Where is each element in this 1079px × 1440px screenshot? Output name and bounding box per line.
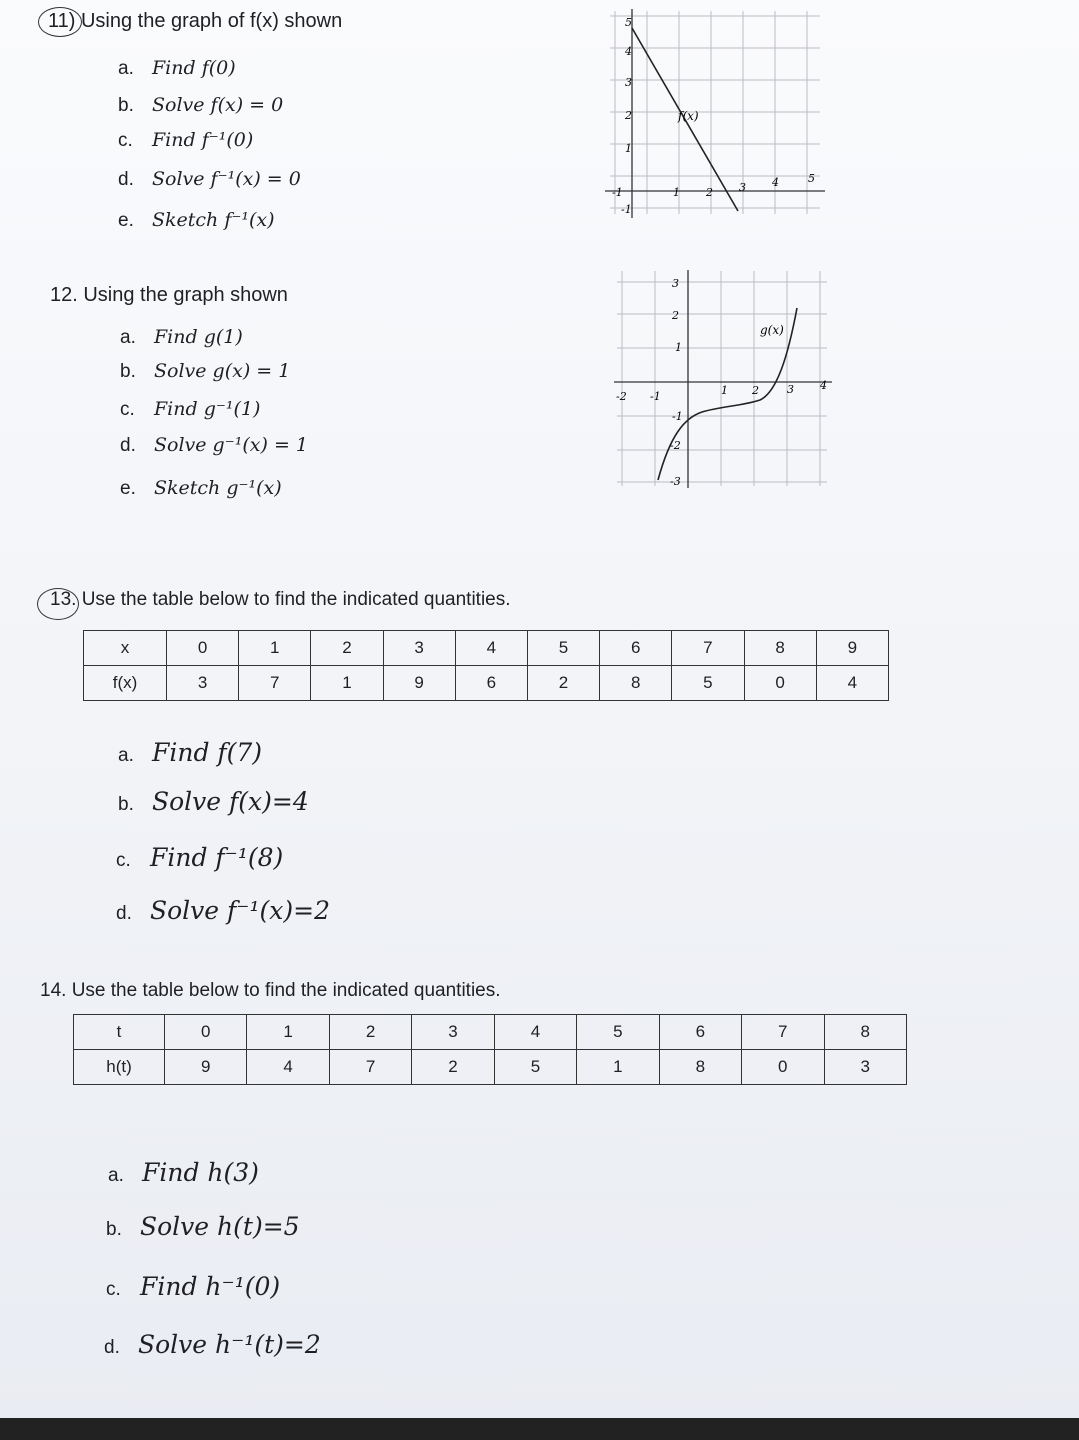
f-y-tick-3: 3 — [625, 76, 632, 89]
item-letter: c. — [118, 130, 133, 151]
q11-item-d — [118, 168, 301, 191]
table-cell: 8 — [659, 1050, 741, 1085]
item-text: Solve f⁻¹(x)=2 — [150, 896, 330, 925]
table-cell: 9 — [816, 631, 888, 666]
table-row — [84, 631, 889, 666]
table-cell: 8 — [824, 1015, 907, 1050]
g-y-tick-2: 2 — [672, 309, 679, 322]
item-text: Sketch f⁻¹(x) — [152, 209, 275, 231]
item-letter: d. — [120, 435, 136, 456]
item-text: Solve g(x) = 1 — [154, 360, 291, 382]
table-cell: 5 — [527, 631, 599, 666]
table-row — [84, 666, 889, 701]
item-letter: e. — [118, 210, 134, 231]
table-cell: 4 — [455, 631, 527, 666]
q12-item-b — [120, 360, 290, 383]
table-cell: 6 — [659, 1015, 741, 1050]
f-y-tick-5: 5 — [625, 16, 632, 29]
table-cell: 6 — [455, 666, 527, 701]
q11-item-e — [118, 209, 275, 232]
q11-title: 11) Using the graph of f(x) shown — [48, 10, 343, 32]
table-cell: 6 — [600, 631, 672, 666]
photo-bottom-shadow — [0, 1418, 1079, 1440]
q11-item-b — [118, 94, 283, 117]
f-x-tick-2: 2 — [706, 186, 713, 199]
item-letter: b. — [120, 361, 136, 382]
q12-item-d — [120, 434, 308, 457]
table-cell: 0 — [167, 631, 239, 666]
g-x-tick-neg2: -2 — [616, 390, 627, 403]
g-y-tick-neg3: -3 — [670, 475, 681, 488]
table-cell: 2 — [412, 1050, 494, 1085]
table-cell: 9 — [165, 1050, 247, 1085]
item-text: Solve f⁻¹(x) = 0 — [152, 168, 301, 190]
item-text: Find h(3) — [142, 1158, 259, 1187]
g-y-tick-3: 3 — [672, 277, 679, 290]
table-cell: 4 — [247, 1050, 329, 1085]
f-y-tick-2: 2 — [625, 109, 632, 122]
item-text: Find g⁻¹(1) — [154, 398, 261, 420]
g-graph — [612, 266, 834, 492]
table-cell: 9 — [383, 666, 455, 701]
item-text: Solve h(t)=5 — [140, 1212, 300, 1241]
f-x-tick-1: 1 — [673, 186, 680, 199]
q13-title: 13. Use the table below to find the indicated quantities. — [50, 589, 511, 610]
q13-item-c — [116, 843, 283, 872]
f-graph-grid — [610, 11, 820, 214]
g-x-tick-4: 4 — [820, 379, 827, 392]
table-row — [74, 1050, 907, 1085]
item-letter: a. — [118, 58, 134, 79]
g-x-tick-neg1: -1 — [650, 390, 661, 403]
q14-table — [73, 1014, 907, 1085]
q12-item-c — [120, 398, 260, 421]
item-text: Solve g⁻¹(x) = 1 — [154, 434, 308, 456]
g-graph-grid — [617, 271, 827, 486]
f-x-tick-5: 5 — [808, 172, 815, 185]
table-cell: 0 — [165, 1015, 247, 1050]
item-letter: d. — [104, 1337, 120, 1358]
table-header-cell: x — [84, 631, 167, 666]
item-text: Solve f(x)=4 — [152, 787, 309, 816]
table-cell: 8 — [600, 666, 672, 701]
table-header-cell: t — [74, 1015, 165, 1050]
item-letter: b. — [118, 95, 134, 116]
table-cell: 5 — [672, 666, 744, 701]
q12-item-e — [120, 477, 282, 500]
table-cell: 5 — [577, 1015, 659, 1050]
q14-item-a — [108, 1158, 259, 1187]
f-graph — [600, 6, 830, 221]
table-cell: 4 — [494, 1015, 576, 1050]
g-x-tick-1: 1 — [721, 384, 728, 397]
g-curve-label: g(x) — [760, 323, 784, 337]
table-cell: 3 — [412, 1015, 494, 1050]
q11-item-c — [118, 129, 253, 152]
table-cell: 7 — [329, 1050, 411, 1085]
item-letter: e. — [120, 478, 136, 499]
g-y-tick-neg2: -2 — [670, 439, 681, 452]
item-letter: a. — [120, 327, 136, 348]
table-cell: 2 — [329, 1015, 411, 1050]
table-row — [74, 1015, 907, 1050]
f-y-tick-neg1: -1 — [621, 203, 632, 216]
table-header-cell: f(x) — [84, 666, 167, 701]
q14-item-b — [106, 1212, 300, 1241]
table-cell: 0 — [744, 666, 816, 701]
table-header-cell: h(t) — [74, 1050, 165, 1085]
q12-title: 12. Using the graph shown — [50, 284, 288, 306]
table-cell: 1 — [239, 631, 311, 666]
q14-item-c — [106, 1272, 280, 1301]
item-text: Solve f(x) = 0 — [152, 94, 284, 116]
item-text: Find g(1) — [154, 326, 243, 348]
item-letter: c. — [106, 1279, 121, 1300]
table-cell: 8 — [744, 631, 816, 666]
f-y-tick-1: 1 — [625, 142, 632, 155]
table-cell: 3 — [167, 666, 239, 701]
item-letter: a. — [118, 745, 134, 766]
item-letter: d. — [116, 903, 132, 924]
table-cell: 3 — [383, 631, 455, 666]
item-letter: c. — [120, 399, 135, 420]
f-curve-label: f(x) — [678, 109, 699, 123]
table-cell: 7 — [742, 1015, 824, 1050]
item-text: Find f⁻¹(0) — [152, 129, 254, 151]
table-cell: 7 — [239, 666, 311, 701]
item-text: Find f(7) — [152, 738, 263, 767]
q14-item-d — [104, 1330, 321, 1359]
q13-item-d — [116, 896, 330, 925]
table-cell: 1 — [311, 666, 383, 701]
f-x-tick-4: 4 — [772, 176, 779, 189]
table-cell: 5 — [494, 1050, 576, 1085]
table-cell: 0 — [742, 1050, 824, 1085]
item-letter: b. — [106, 1219, 122, 1240]
table-cell: 1 — [577, 1050, 659, 1085]
g-x-tick-2: 2 — [752, 384, 759, 397]
item-letter: b. — [118, 794, 134, 815]
table-cell: 1 — [247, 1015, 329, 1050]
table-cell: 2 — [527, 666, 599, 701]
item-letter: c. — [116, 850, 131, 871]
table-cell: 2 — [311, 631, 383, 666]
item-letter: d. — [118, 169, 134, 190]
g-y-tick-neg1: -1 — [672, 410, 683, 423]
table-cell: 3 — [824, 1050, 907, 1085]
q11-item-a — [118, 57, 236, 80]
f-x-tick-3: 3 — [739, 181, 746, 194]
g-x-tick-3: 3 — [787, 383, 794, 396]
table-cell: 7 — [672, 631, 744, 666]
q12-item-a — [120, 326, 243, 349]
q13-item-a — [118, 738, 262, 767]
g-y-tick-1: 1 — [675, 341, 682, 354]
item-text: Find f(0) — [152, 57, 236, 79]
item-text: Find h⁻¹(0) — [140, 1272, 281, 1301]
item-text: Find f⁻¹(8) — [150, 843, 284, 872]
item-letter: a. — [108, 1165, 124, 1186]
table-cell: 4 — [816, 666, 888, 701]
f-x-tick-neg1: -1 — [612, 186, 623, 199]
q13-table — [83, 630, 889, 701]
item-text: Solve h⁻¹(t)=2 — [138, 1330, 321, 1359]
f-y-tick-4: 4 — [625, 45, 632, 58]
q13-item-b — [118, 787, 309, 816]
q14-title: 14. Use the table below to find the indicated quantities. — [40, 980, 501, 1001]
item-text: Sketch g⁻¹(x) — [154, 477, 282, 499]
